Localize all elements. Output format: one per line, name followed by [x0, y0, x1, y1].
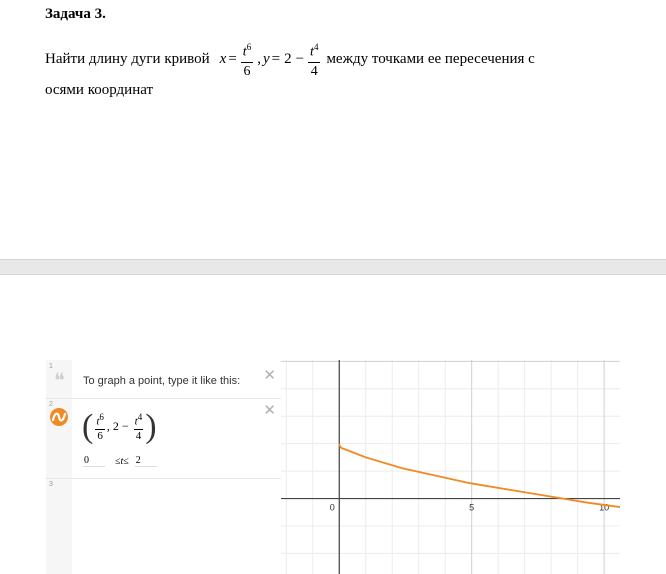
- formula-x-fraction: [241, 38, 253, 81]
- expression-row-1[interactable]: [46, 360, 281, 399]
- expression-math[interactable]: [82, 407, 157, 445]
- graph-area[interactable]: [281, 360, 620, 574]
- open-paren: (: [82, 407, 94, 445]
- expression-frac-x: $\frac{t^6}{6}$: [96, 412, 104, 442]
- task-text-after: между точками ее пересечения с: [326, 50, 535, 67]
- expression-minus: −: [121, 419, 129, 434]
- formula-x-var: x: [219, 50, 227, 67]
- x-tick-label: 5: [469, 502, 475, 513]
- expression-row-2[interactable]: [46, 398, 281, 479]
- expression-hint-text: To graph a point, type it like this:: [83, 375, 241, 387]
- task-text-before: Найти длину дуги кривой: [45, 50, 210, 67]
- task-title: Задача 3.: [45, 6, 106, 22]
- expression-index: 3: [49, 481, 53, 488]
- expression-row-3[interactable]: [46, 478, 281, 574]
- close-icon[interactable]: ✕: [263, 402, 276, 419]
- graph-color-icon[interactable]: [50, 408, 68, 426]
- tick-labels: [330, 503, 609, 513]
- axes: [281, 360, 620, 574]
- grid-major: [281, 360, 620, 574]
- expression-comma: ,: [106, 419, 110, 434]
- parameter-domain: [83, 455, 157, 467]
- x-tick-label: 0: [329, 502, 335, 513]
- formula-y-numerator: $t^4$: [308, 38, 320, 63]
- expression-index: 2: [49, 401, 53, 408]
- t-min-input[interactable]: 0: [83, 455, 105, 467]
- close-paren: ): [145, 407, 157, 445]
- formula-x-denominator: 6: [243, 63, 251, 79]
- formula-y-fraction: [308, 38, 320, 81]
- close-icon[interactable]: ✕: [263, 367, 276, 384]
- expression-index: 1: [49, 363, 53, 370]
- t-max-input[interactable]: 2: [135, 455, 157, 467]
- formula-y-denominator: 4: [310, 63, 318, 79]
- grid-minor: [281, 360, 620, 574]
- expression-list: [46, 360, 281, 574]
- task-text-line2: осями координат: [45, 82, 154, 98]
- domain-inequality: ≤t≤: [115, 455, 129, 467]
- task-statement-line: [45, 38, 535, 81]
- quote-icon: ❝: [54, 370, 65, 392]
- formula-minus: −: [295, 50, 305, 67]
- formula-y-const: 2: [284, 50, 292, 67]
- formula-separator: ,: [257, 50, 261, 67]
- x-tick-label: 10: [599, 502, 610, 513]
- formula-x-numerator: $t^6$: [241, 38, 253, 63]
- formula-y-var: y: [262, 50, 270, 67]
- expression-frac-y: $\frac{t^4}{4}$: [134, 412, 143, 442]
- formula-equals-2: =: [271, 50, 281, 67]
- curve-formula: [220, 38, 323, 81]
- page-separator: [0, 259, 666, 275]
- formula-equals: =: [228, 50, 237, 67]
- expression-const: 2: [112, 419, 119, 434]
